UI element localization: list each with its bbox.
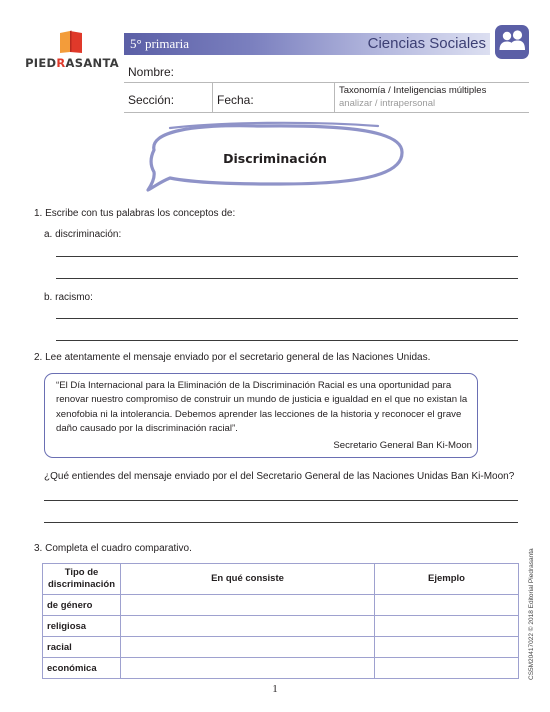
row-label: racial xyxy=(43,637,121,658)
publisher-logo xyxy=(22,30,122,72)
grade-label: 5° primaria xyxy=(130,36,189,51)
header-divider xyxy=(334,82,335,112)
header-divider xyxy=(124,82,529,83)
publisher-name: PIEDRASANTA xyxy=(25,56,119,70)
answer-line[interactable] xyxy=(56,256,518,257)
taxonomy-label: Taxonomía / Inteligencias múltiples xyxy=(339,85,487,96)
table-cell[interactable] xyxy=(121,637,375,658)
comparison-table xyxy=(42,563,519,679)
subject-label: Ciencias Sociales xyxy=(367,35,486,52)
row-label: religiosa xyxy=(43,616,121,637)
answer-line[interactable] xyxy=(56,278,518,279)
question-3: 3. Completa el cuadro comparativo. xyxy=(34,543,192,554)
section-label: Sección: xyxy=(128,93,175,107)
answer-line[interactable] xyxy=(56,318,518,319)
name-label: Nombre: xyxy=(128,65,175,79)
table-cell[interactable] xyxy=(121,595,375,616)
table-cell[interactable] xyxy=(121,616,375,637)
table-cell[interactable] xyxy=(375,616,519,637)
grade-subject-bar xyxy=(124,33,490,55)
page-title: Discriminación xyxy=(223,151,327,166)
question-1: 1. Escribe con tus palabras los conceptos de: xyxy=(34,208,236,219)
column-header: Ejemplo xyxy=(375,564,519,595)
answer-line[interactable] xyxy=(44,500,518,501)
table-row xyxy=(43,616,519,637)
header-divider xyxy=(212,82,213,112)
table-row xyxy=(43,637,519,658)
page-number: 1 xyxy=(272,683,278,695)
question-1a: a. discriminación: xyxy=(44,229,122,240)
column-header: Tipo de discriminación xyxy=(43,564,121,595)
question-2: 2. Lee atentamente el mensaje enviado por el secretario general de las Naciones Unidas. xyxy=(34,352,431,363)
table-row xyxy=(43,595,519,616)
book-logo-icon xyxy=(58,30,84,54)
quote-text: “El Día Internacional para la Eliminación de la Discriminación Racial es una oportunidad para renovar nuestro compromiso de construir un mundo de justicia e igualdad en el que no existan la xenofobia ni la intolerancia. Debemos aprender las lecciones de la historia y reconocer el grave daño causado por la discriminación racial”. xyxy=(56,380,468,435)
table-header-row xyxy=(43,564,519,595)
column-header: En qué consiste xyxy=(121,564,375,595)
answer-line[interactable] xyxy=(56,340,518,341)
copyright-credit: CS5M20417022 © 2018 Editorial Piedrasanta xyxy=(528,548,535,680)
table-cell[interactable] xyxy=(375,595,519,616)
table-cell[interactable] xyxy=(375,658,519,679)
quote-signature: Secretario General Ban Ki-Moon xyxy=(333,440,472,451)
date-label: Fecha: xyxy=(217,93,254,107)
row-label: de género xyxy=(43,595,121,616)
table-cell[interactable] xyxy=(375,637,519,658)
answer-line[interactable] xyxy=(44,522,518,523)
row-label: económica xyxy=(43,658,121,679)
taxonomy-value: analizar / intrapersonal xyxy=(339,98,436,109)
table-row xyxy=(43,658,519,679)
people-icon xyxy=(495,25,529,59)
question-2-prompt: ¿Qué entiendes del mensaje enviado por el del Secretario General de las Naciones Unidas Ban Ki-Moon? xyxy=(44,471,515,482)
header-divider xyxy=(124,112,529,113)
question-1b: b. racismo: xyxy=(44,292,93,303)
table-cell[interactable] xyxy=(121,658,375,679)
quote-box xyxy=(44,373,478,458)
